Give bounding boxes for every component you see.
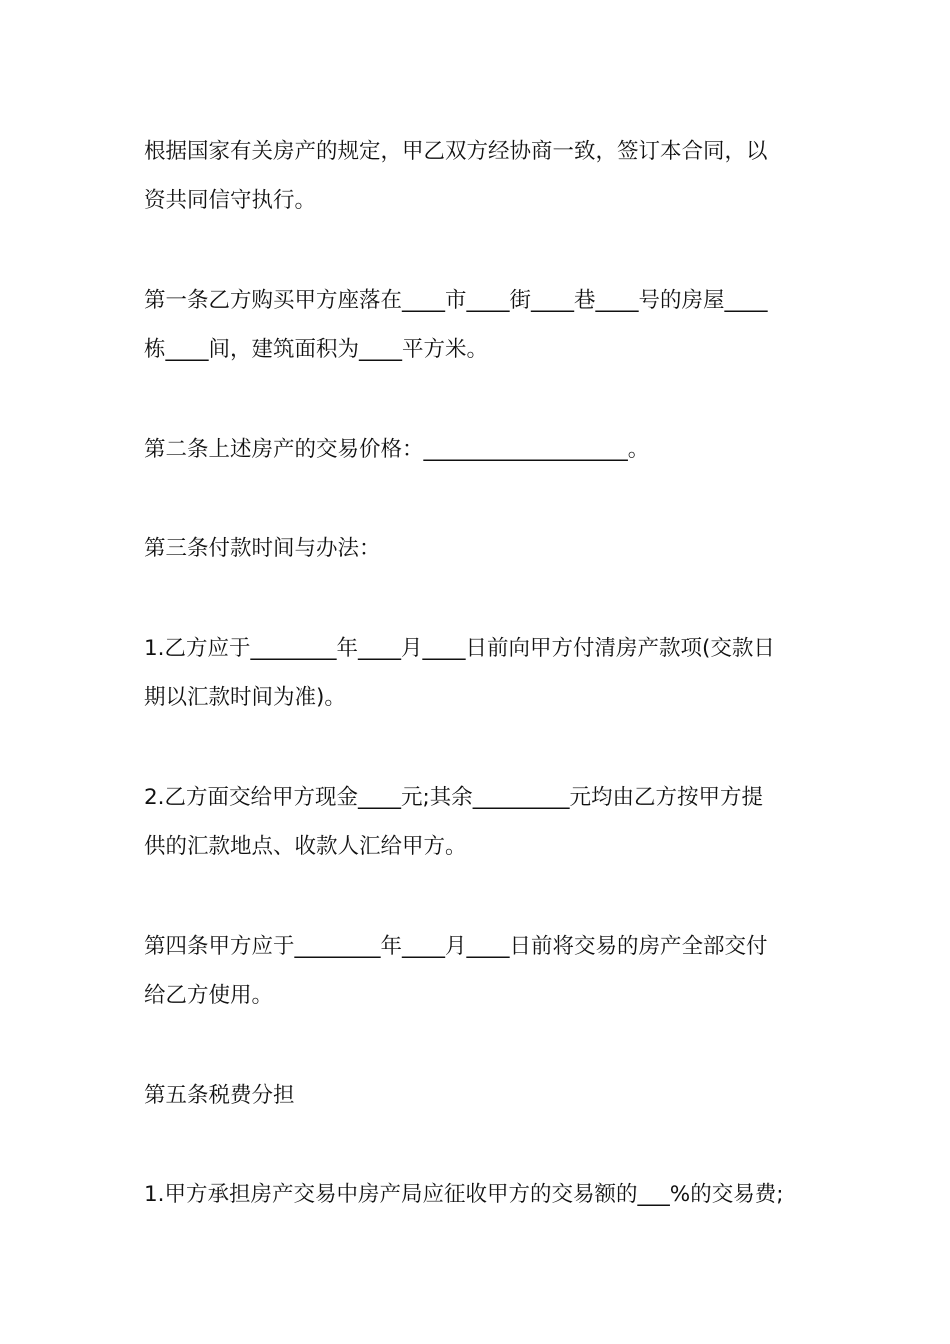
article-3-item-1-line-1: 1.乙方应于________年____月____日前向甲方付清房产款项(交款日 (144, 636, 775, 661)
article-5-heading: 第五条税费分担 (144, 1083, 295, 1108)
article-3-item-2-line-2: 供的汇款地点、收款人汇给甲方。 (144, 834, 467, 859)
article-3-item-2-line-1: 2.乙方面交给甲方现金____元;其余_________元均由乙方按甲方提 (144, 785, 764, 810)
article-1-line-1: 第一条乙方购买甲方座落在____市____街____巷____号的房屋____ (144, 288, 768, 313)
article-2-line-1: 第二条上述房产的交易价格：___________________。 (144, 437, 650, 462)
article-3-item-1-line-2: 期以汇款时间为准)。 (144, 685, 346, 710)
article-1-line-2: 栋____间，建筑面积为____平方米。 (144, 337, 489, 362)
article-4-line-2: 给乙方使用。 (144, 983, 274, 1008)
article-4-line-1: 第四条甲方应于________年____月____日前将交易的房产全部交付 (144, 934, 768, 959)
paragraph-intro-line-1: 根据国家有关房产的规定，甲乙双方经协商一致，签订本合同，以 (144, 139, 768, 164)
article-3-heading: 第三条付款时间与办法： (144, 536, 381, 561)
article-5-item-1-line-1: 1.甲方承担房产交易中房产局应征收甲方的交易额的___%的交易费; (144, 1182, 784, 1207)
paragraph-intro-line-2: 资共同信守执行。 (144, 188, 317, 213)
